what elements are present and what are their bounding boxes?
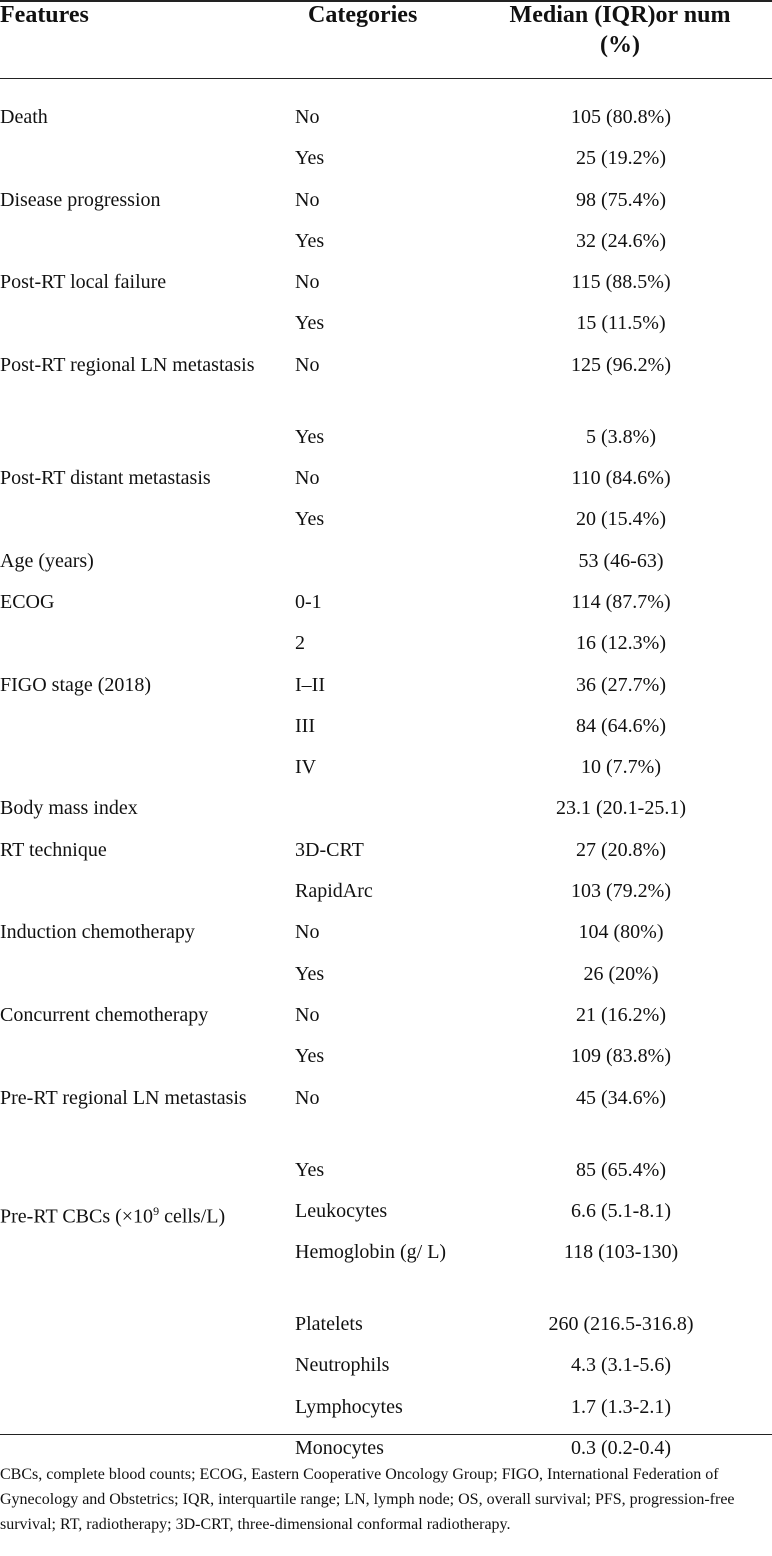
table-row [0, 143, 772, 184]
cell-value: 118 (103-130) [563, 1241, 679, 1264]
cell-value: 85 (65.4%) [576, 1158, 666, 1181]
cell-feature: Post-RT regional LN metastasis [0, 353, 255, 376]
table-row [0, 1350, 772, 1391]
cell-category: 0-1 [295, 590, 322, 613]
cell-value: 0.3 (0.2-0.4) [571, 1437, 671, 1460]
table-row [0, 350, 772, 422]
cell-value: 110 (84.6%) [571, 467, 671, 490]
table-row [0, 185, 772, 226]
cell-value: 260 (216.5-316.8) [548, 1313, 694, 1336]
cell-value: 26 (20%) [583, 962, 659, 985]
table-row [0, 959, 772, 1000]
cell-value: 20 (15.4%) [576, 508, 666, 531]
table-row [0, 1155, 772, 1196]
cell-category: No [295, 188, 320, 211]
cell-feature [0, 1392, 295, 1433]
cell-feature: Body mass index [0, 797, 138, 820]
cell-value: 10 (7.7%) [581, 756, 661, 779]
bottom-rule [0, 1434, 772, 1435]
cell-feature [0, 628, 295, 669]
cell-category: III [295, 714, 315, 737]
cell-category [295, 546, 470, 587]
table-row [0, 670, 772, 711]
table-row [0, 308, 772, 349]
cell-feature: ECOG [0, 590, 55, 613]
cell-category: No [295, 271, 320, 294]
cell-value: 16 (12.3%) [576, 632, 666, 655]
cell-category: Yes [295, 508, 325, 531]
cell-value: 15 (11.5%) [576, 312, 666, 335]
cell-category: Yes [295, 1158, 325, 1181]
cell-value: 6.6 (5.1-8.1) [571, 1199, 671, 1222]
cell-feature: Concurrent chemotherapy [0, 1003, 209, 1026]
table-body [0, 102, 772, 1474]
cell-category: IV [295, 756, 317, 779]
cell-category: Yes [295, 1045, 325, 1068]
table-row [0, 628, 772, 669]
cell-feature [0, 876, 295, 917]
cell-feature: Induction chemotherapy [0, 921, 195, 944]
cell-value: 103 (79.2%) [571, 880, 671, 903]
cell-feature: Post-RT local failure [0, 271, 167, 294]
table-row [0, 1083, 772, 1155]
cell-category: No [295, 353, 320, 376]
cell-category: No [295, 1003, 320, 1026]
cell-category: I–II [295, 673, 325, 696]
cell-feature [0, 143, 295, 184]
cell-category: No [295, 106, 320, 128]
table-row [0, 1237, 772, 1309]
cell-value: 53 (46-63) [578, 549, 664, 572]
table-row [0, 1000, 772, 1041]
cell-feature: Pre-RT regional LN metastasis [0, 1086, 247, 1109]
cell-category: No [295, 921, 320, 944]
cell-value: 109 (83.8%) [571, 1045, 671, 1068]
cell-feature [0, 308, 295, 349]
table-row [0, 226, 772, 267]
cell-value: 125 (96.2%) [571, 353, 671, 376]
cell-feature: Age (years) [0, 549, 94, 572]
cell-value: 98 (75.4%) [576, 188, 666, 211]
cell-category: Hemoglobin (g/ L) [295, 1241, 447, 1264]
cell-category: 3D-CRT [295, 838, 364, 861]
table-row [0, 835, 772, 876]
cell-category: Yes [295, 147, 325, 170]
cell-feature [0, 1041, 295, 1082]
header-categories: Categories [308, 2, 418, 28]
cell-feature [0, 1350, 295, 1391]
table-row [0, 102, 772, 143]
cell-value: 105 (80.8%) [571, 106, 671, 128]
table-row [0, 587, 772, 628]
cell-feature [0, 1237, 295, 1309]
cell-category [295, 793, 470, 834]
cell-feature [0, 422, 295, 463]
cell-value: 115 (88.5%) [571, 271, 671, 294]
cell-feature [0, 226, 295, 267]
cell-value: 5 (3.8%) [586, 425, 656, 448]
cell-value: 84 (64.6%) [576, 714, 666, 737]
cell-value: 32 (24.6%) [576, 229, 666, 252]
cell-category: Lymphocytes [295, 1395, 403, 1418]
table-footnote: CBCs, complete blood counts; ECOG, Eastern Cooperative Oncology Group; FIGO, International Federation of Gynecology and Obstetrics; IQR, interquartile range; LN, lymph node; OS, overall survival; PFS, progression-free survival; RT, radiotherapy; 3D-CRT, three-dimensional conformal radiotherapy. [0, 1466, 735, 1533]
data-table [0, 102, 772, 1474]
cell-category: Monocytes [295, 1437, 384, 1460]
table-row [0, 876, 772, 917]
cell-value: 114 (87.7%) [571, 590, 671, 613]
cell-feature: Disease progression [0, 188, 161, 211]
cell-category: Yes [295, 312, 325, 335]
cell-category: No [295, 1086, 320, 1109]
cell-category: No [295, 467, 320, 490]
cell-value: 36 (27.7%) [576, 673, 666, 696]
cell-category: Neutrophils [295, 1354, 390, 1377]
table-row [0, 422, 772, 463]
cell-value: 23.1 (20.1-25.1) [556, 797, 686, 820]
cell-feature: Post-RT distant metastasis [0, 467, 211, 490]
header-value-line1: Median (IQR)or num [509, 2, 731, 28]
table-row [0, 793, 772, 834]
cell-value: 1.7 (1.3-2.1) [571, 1395, 671, 1418]
cell-category: Yes [295, 229, 325, 252]
table-row [0, 1196, 772, 1237]
cell-feature [0, 1309, 295, 1350]
table-row [0, 504, 772, 545]
table-row [0, 267, 772, 308]
table-row [0, 1392, 772, 1433]
table-row [0, 917, 772, 958]
cell-value: 21 (16.2%) [576, 1003, 666, 1026]
header-rule [0, 78, 772, 79]
table-row [0, 463, 772, 504]
cell-category: Platelets [295, 1313, 363, 1336]
cell-category: Yes [295, 962, 325, 985]
table-row [0, 1309, 772, 1350]
cell-feature: Pre-RT CBCs ($\times 10^9$ cells/L) [0, 1203, 226, 1228]
table-row [0, 546, 772, 587]
cell-value: 25 (19.2%) [576, 147, 666, 170]
table-row [0, 711, 772, 752]
cell-category: RapidArc [295, 880, 373, 903]
cell-feature [0, 504, 295, 545]
cell-value: 27 (20.8%) [576, 838, 666, 861]
cell-value: 4.3 (3.1-5.6) [571, 1354, 671, 1377]
header-features: Features [0, 2, 89, 28]
table-row [0, 1041, 772, 1082]
cell-feature: Death [0, 106, 48, 128]
cell-category: Leukocytes [295, 1199, 388, 1222]
cell-feature [0, 752, 295, 793]
cell-category: 2 [295, 632, 305, 655]
cell-feature [0, 1155, 295, 1196]
cell-feature: FIGO stage (2018) [0, 673, 152, 696]
cell-category: Yes [295, 425, 325, 448]
table-row [0, 752, 772, 793]
cell-feature [0, 711, 295, 752]
header-value [470, 0, 770, 60]
cell-value: 104 (80%) [578, 921, 664, 944]
cell-value: 45 (34.6%) [576, 1086, 666, 1109]
cell-feature [0, 959, 295, 1000]
cell-feature: RT technique [0, 838, 107, 861]
header-value-line2: (%) [600, 32, 640, 58]
